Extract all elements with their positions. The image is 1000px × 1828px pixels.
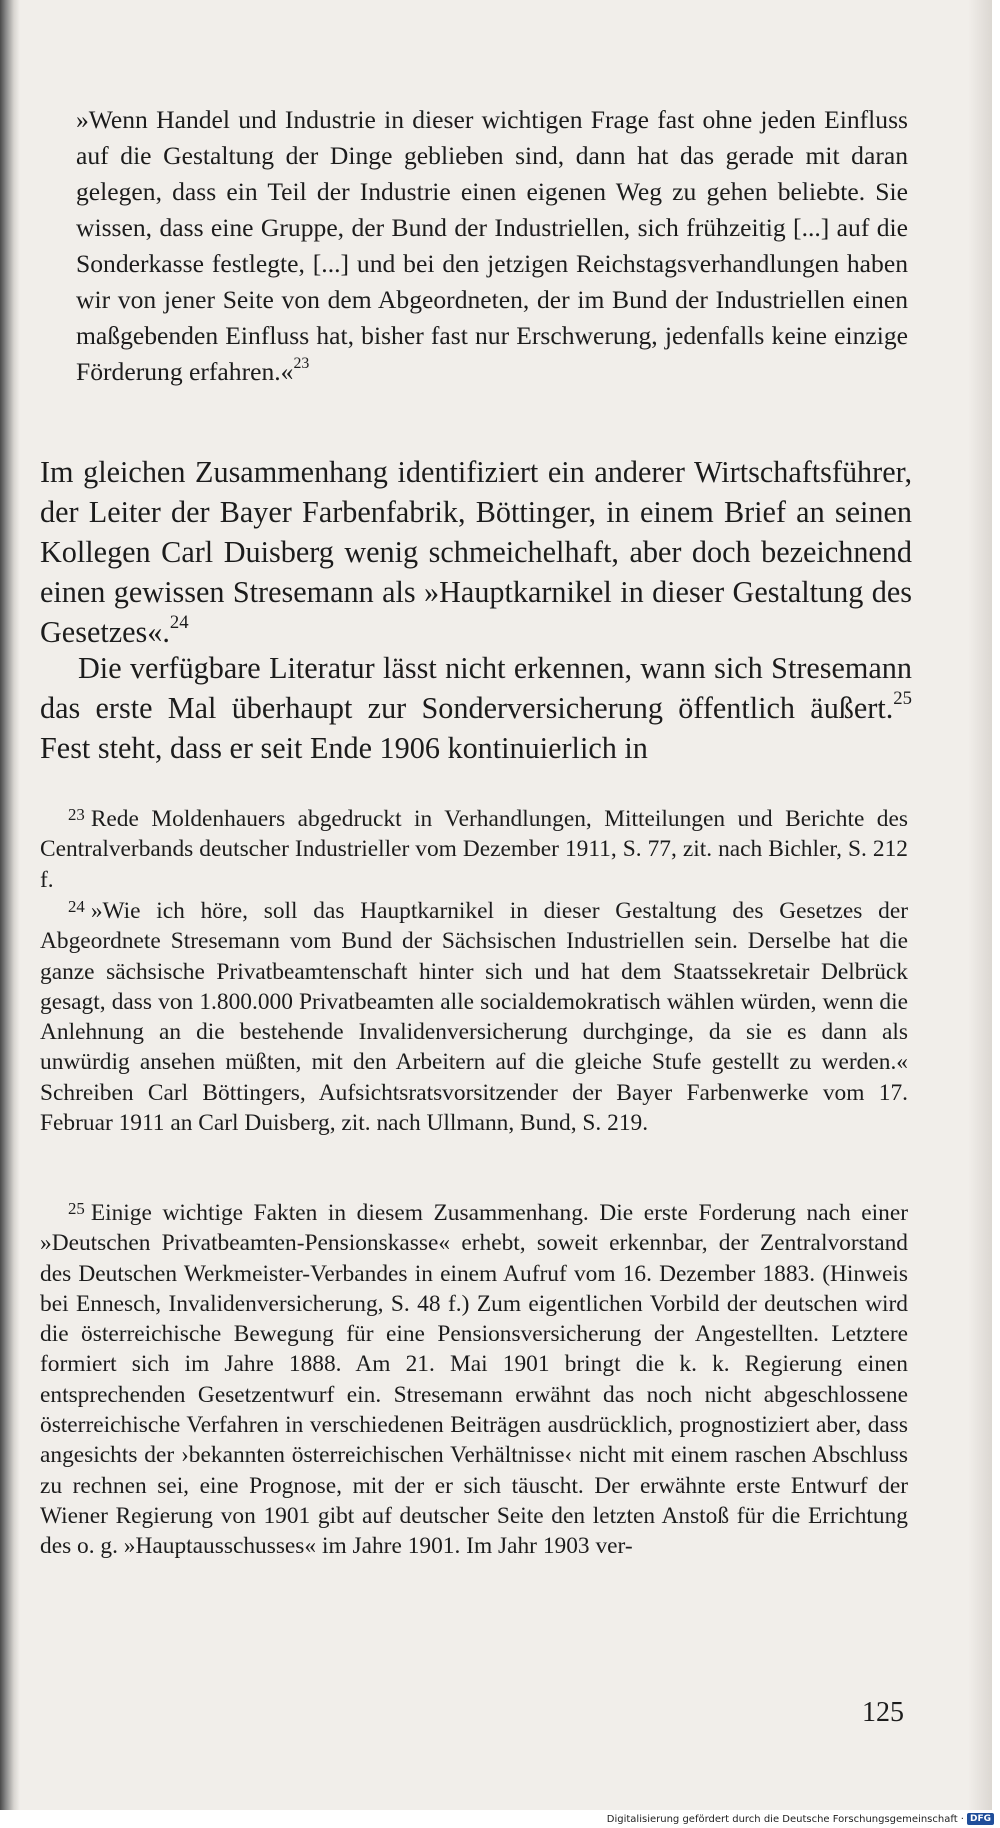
digitization-credit	[607, 1813, 994, 1825]
footnote-number: 24	[68, 897, 85, 917]
footnote-text: Einige wichtige Fakten in diesem Zusammenhang. Die erste Forderung nach einer »Deutschen Privatbeamten-Pensionskasse« erhebt, soweit erkennbar, der Zentralvorstand des Deutschen Werkmeister-Verbandes in einem Aufruf vom 16. Dezember 1883. (Hinweis bei Ennesch, Invalidenversicherung, S. 48 f.) Zum eigentlichen Vorbild der deutschen wird die österreichische Bewegung für eine Pensionsversicherung der Angestellten. Letztere formiert sich im Jahre 1888. Am 21. Mai 1901 bringt die k. k. Regierung einen entsprechenden Gesetzentwurf ein. Stresemann erwähnt das noch nicht abgeschlossene österreichische Verfahren in verschiedenen Beiträgen ausdrücklich, prognostiziert aber, dass angesichts der ›bekannten österreichischen Verhältnisse‹ nicht mit einem raschen Abschluss zu rechnen sei, eine Prognose, mit der er sich täuscht. Der erwähnte erste Entwurf der Wiener Regierung von 1901 gibt auf deutscher Seite den letzten Anstoß für die Errichtung des o. g. »Hauptausschusses« im Jahre 1901. Im Jahr 1903 ver-	[40, 1200, 908, 1560]
footnote-text: Rede Moldenhauers abgedruckt in Verhandlungen, Mitteilungen und Berichte des Centralverbands deutscher Industrieller vom Dezember 1911, S. 77, zit. nach Bichler, S. 212 f.	[40, 806, 908, 893]
footnote-23	[40, 804, 908, 895]
footnote-text: »Wie ich höre, soll das Hauptkarnikel in dieser Gestaltung des Gesetzes der Abgeordnete Stresemann vom Bund der Sächsischen Industriellen sein. Derselbe hat die ganze sächsische Privatbeamtenschaft hinter sich und hat dem Staatssekretair Delbrück gesagt, dass von 1.800.000 Privatbeamten alle socialdemokratisch wählen würden, wenn die Anlehnung an die bestehende Invalidenversicherung durchginge, da sie es dann als unwürdig ansehen müßten, mit den Arbeitern auf die gleiche Stufe gestellt zu werden.« Schreiben Carl Böttingers, Aufsichtsratsvorsitzender der Bayer Farbenwerke vom 17. Februar 1911 an Carl Duisberg, zit. nach Ullmann, Bund, S. 219.	[40, 898, 908, 1137]
body-paragraph-1	[40, 452, 912, 652]
page-number: 125	[862, 1697, 904, 1728]
block-quote	[76, 102, 908, 390]
quote-text: »Wenn Handel und Industrie in dieser wichtigen Frage fast ohne jeden Einfluss auf die Gestaltung der Dinge geblieben sind, dann hat das gerade mit daran gelegen, dass ein Teil der Industrie einen eigenen Weg zu gehen beliebte. Sie wissen, dass eine Gruppe, der Bund der Industriellen, sich frühzeitig [...] auf die Sonderkasse festlegte, [...] und bei den jetzigen Reichstagsverhandlungen haben wir von jener Seite von dem Abgeordneten, der im Bund der Industriellen einen maßgebenden Einfluss hat, bisher fast nur Erschwerung, jedenfalls keine einzige Förderung erfahren.«	[76, 105, 908, 386]
footnote-number: 23	[68, 805, 85, 825]
paragraph-2-text-a: Die verfügbare Literatur lässt nicht erkennen, wann sich Stresemann das erste Mal überhaupt zur Sonderversicherung öffentlich äußert.	[40, 651, 912, 725]
footnote-ref-24: 24	[169, 612, 189, 634]
paragraph-1-text: Im gleichen Zusammenhang identifiziert ein anderer Wirtschaftsführer, der Leiter der Bayer Farbenfabrik, Böttinger, in einem Brief an seinen Kollegen Carl Duisberg wenig schmeichelhaft, aber doch bezeichnend einen gewissen Stresemann als »Hauptkarnikel in dieser Gestaltung des Gesetzes«.	[40, 455, 912, 649]
body-paragraph-2	[40, 648, 912, 768]
footnote-24	[40, 896, 908, 1138]
page-edge	[968, 0, 992, 1810]
paragraph-2-text-b: Fest steht, dass er seit Ende 1906 kontinuierlich in	[40, 731, 648, 765]
dfg-logo: DFG	[967, 1813, 994, 1825]
footnote-ref-25: 25	[893, 688, 912, 710]
footnote-number: 25	[68, 1199, 85, 1219]
footnote-ref-23: 23	[293, 355, 310, 373]
book-gutter-shadow	[0, 0, 20, 1810]
credit-text: Digitalisierung gefördert durch die Deutsche Forschungsgemeinschaft ·	[606, 1813, 964, 1825]
footnote-25	[40, 1198, 908, 1562]
